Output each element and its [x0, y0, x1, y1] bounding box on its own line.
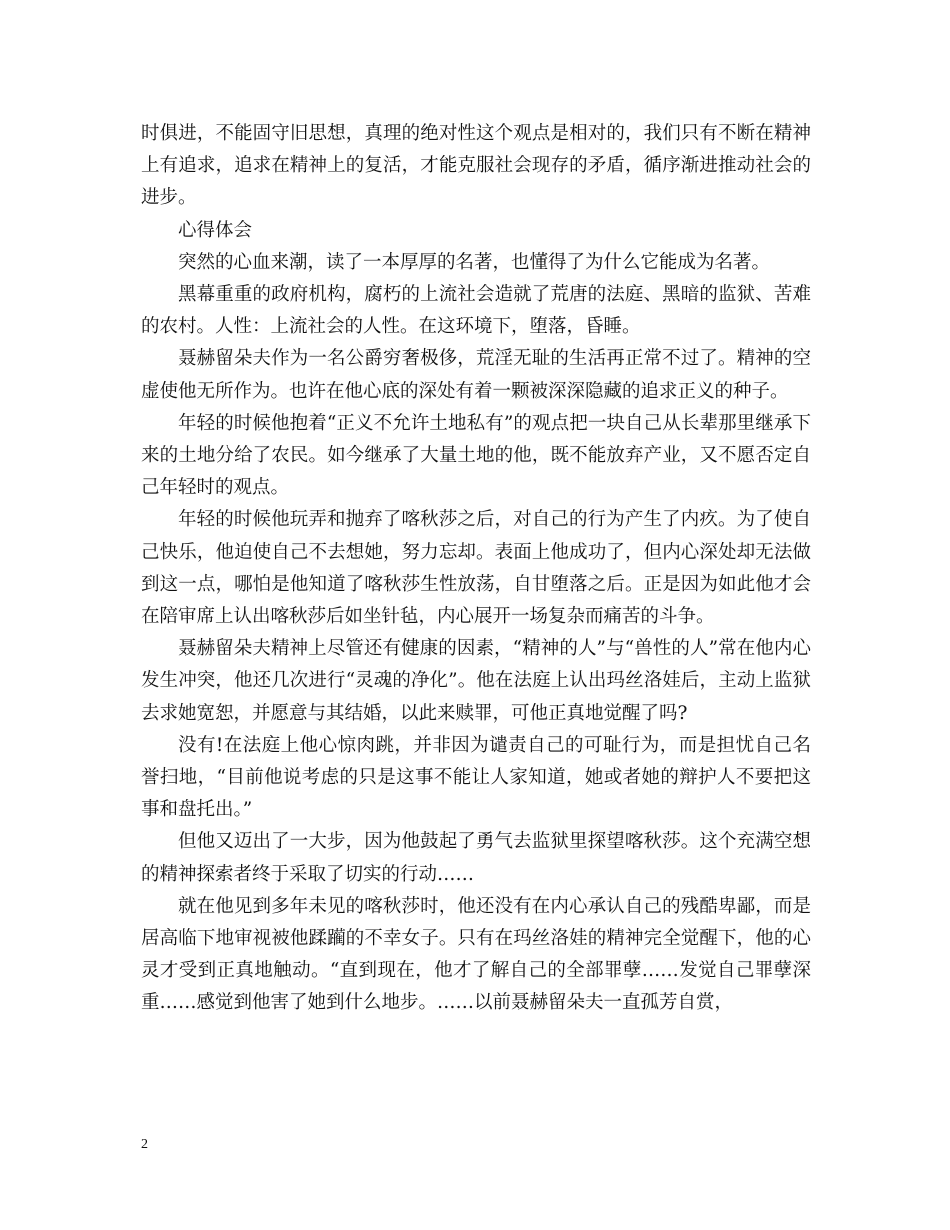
paragraph: 年轻的时候他抱着“正义不允许土地私有”的观点把一块自己从长辈那里继承下来的土地分给了农民。如今继承了大量土地的他，既不能放弃产业，又不愿否定自己年轻时的观点。: [141, 412, 811, 499]
paragraph-continuation: 时俱进，不能固守旧思想，真理的绝对性这个观点是相对的，我们只有不断在精神上有追求，追求在精神上的复活，才能克服社会现存的矛盾，循序渐进推动社会的进步。: [141, 123, 811, 209]
paragraph: 黑幕重重的政府机构，腐朽的上流社会造就了荒唐的法庭、黑暗的监狱、苦难的农村。人性：上流社会的人性。在这环境下，堕落，昏睡。: [141, 284, 811, 338]
paragraph: 但他又迈出了一大步，因为他鼓起了勇气去监狱里探望喀秋莎。这个充满空想的精神探索者终于采取了切实的行动……: [141, 831, 811, 885]
page-number: 2: [141, 1137, 148, 1152]
section-heading: 心得体会: [178, 219, 253, 241]
paragraph: 聂赫留朵夫精神上尽管还有健康的因素，“精神的人”与“兽性的人”常在他内心发生冲突，他还几次进行“灵魂的净化”。他在法庭上认出玛丝洛娃后，主动上监狱去求她宽恕，并愿意与其结婚，以此来赎罪，可他正真地觉醒了吗?: [141, 638, 811, 724]
paragraph: 年轻的时候他玩弄和抛弃了喀秋莎之后，对自己的行为产生了内疚。为了使自己快乐，他迫使自己不去想她，努力忘却。表面上他成功了，但内心深处却无法做到这一点，哪怕是他知道了喀秋莎生性放荡，自甘堕落之后。正是因为如此他才会在陪审席上认出喀秋莎后如坐针毡，内心展开一场复杂而痛苦的斗争。: [141, 509, 811, 628]
paragraph: 聂赫留朵夫作为一名公爵穷奢极侈，荒淫无耻的生活再正常不过了。精神的空虚使他无所作为。也许在他心底的深处有着一颗被深深隐藏的追求正义的种子。: [141, 348, 811, 402]
paragraph: 没有!在法庭上他心惊肉跳，并非因为谴责自己的可耻行为，而是担忧自己名誉扫地，“目前他说考虑的只是这事不能让人家知道，她或者她的辩护人不要把这事和盘托出。”: [141, 734, 811, 821]
paragraph: 突然的心血来潮，读了一本厚厚的名著，也懂得了为什么它能成为名著。: [178, 251, 771, 273]
body-text: [141, 118, 811, 1020]
paragraph: 就在他见到多年未见的喀秋莎时，他还没有在内心承认自己的残酷卑鄙，而是居高临下地审视被他蹂躏的不幸女子。只有在玛丝洛娃的精神完全觉醒下，他的心灵才受到正真地触动。“直到现在，他才了解自己的全部罪孽……发觉自己罪孽深重……感觉到他害了她到什么地步。……以前聂赫留朵夫一直孤芳自赏，: [141, 895, 811, 1014]
